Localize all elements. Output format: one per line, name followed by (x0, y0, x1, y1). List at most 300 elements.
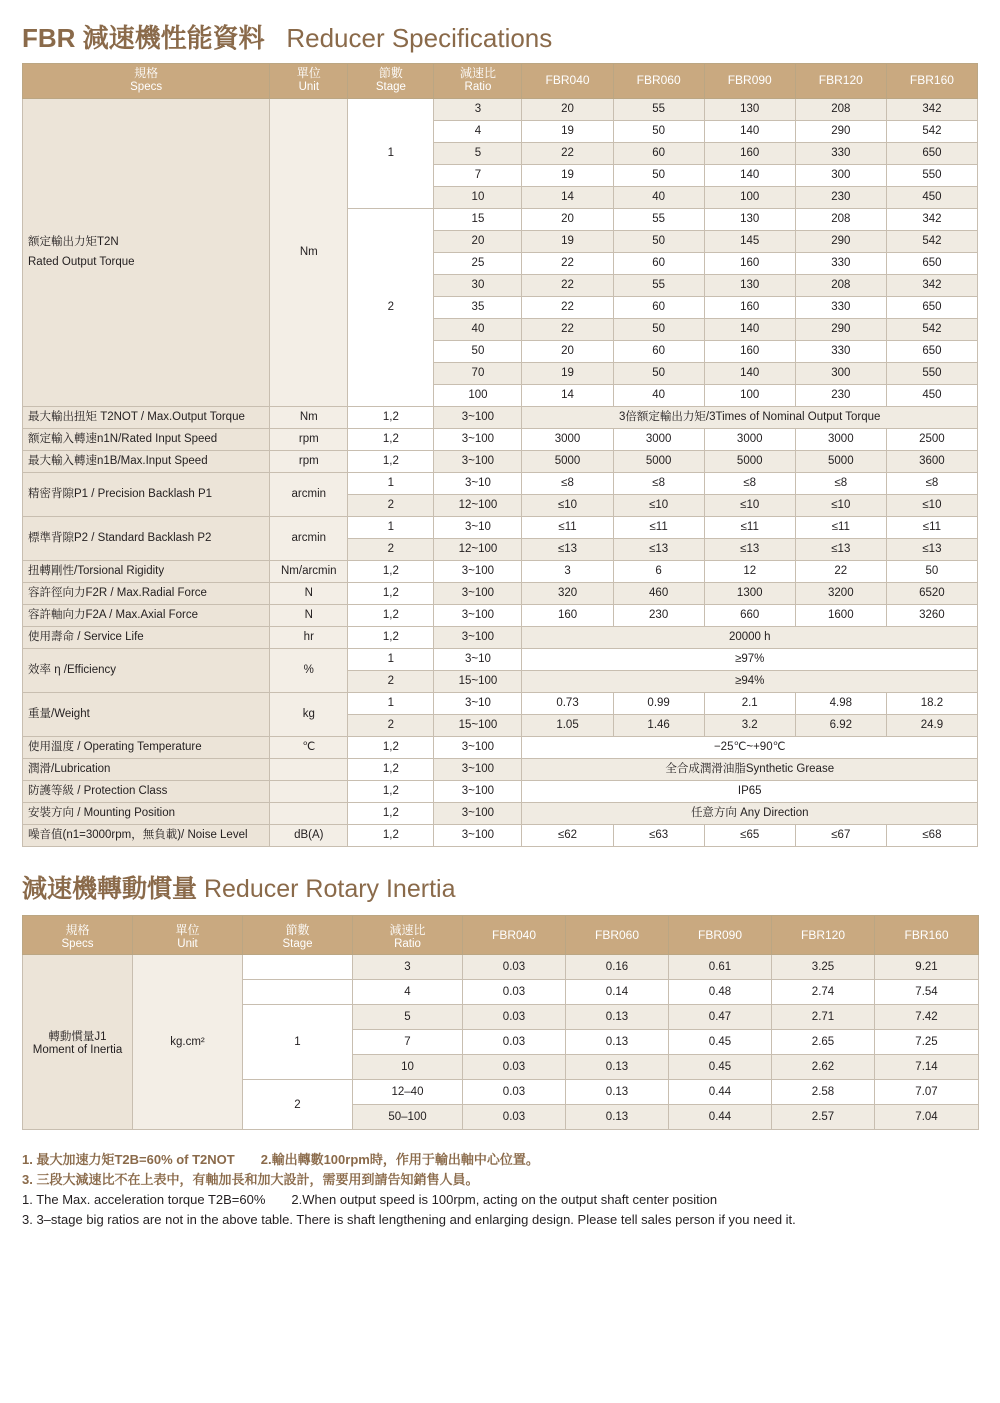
cell-value: 0.13 (566, 1055, 669, 1080)
cell-value: ≤13 (522, 539, 613, 561)
footnote-en-1: 1. The Max. acceleration torque T2B=60% 2.When output speed is 100rpm, acting on the output shaft center position (22, 1192, 718, 1208)
cell-unit (270, 759, 348, 781)
cell-stage: 2 (348, 671, 434, 693)
cell-unit: Nm/arcmin (270, 561, 348, 583)
cell-value: 0.99 (613, 693, 704, 715)
col-model-fbr060: FBR060 (613, 64, 704, 99)
cell-ratio: 12~100 (434, 495, 522, 517)
row-label-efficiency: 效率 η /Efficiency (23, 649, 270, 693)
cell-ratio: 3~10 (434, 473, 522, 495)
cell-value: 19 (522, 121, 613, 143)
cell-merged-value: ≥97% (522, 649, 978, 671)
row-label-weight: 重量/Weight (23, 693, 270, 737)
cell-ratio: 40 (434, 319, 522, 341)
cell-merged-value: ≥94% (522, 671, 978, 693)
cell-stage: 2 (348, 539, 434, 561)
cell-value: ≤10 (613, 495, 704, 517)
cell-value: 0.14 (566, 980, 669, 1005)
cell-value: 140 (704, 121, 795, 143)
col-specs: 規格 Specs (23, 916, 133, 955)
cell-stage: 1,2 (348, 561, 434, 583)
cell-value: ≤10 (522, 495, 613, 517)
col-model-fbr090: FBR090 (669, 916, 772, 955)
cell-value: 6520 (886, 583, 977, 605)
cell-value: 0.45 (669, 1030, 772, 1055)
cell-ratio: 3~100 (434, 781, 522, 803)
cell-value: 7.54 (875, 980, 979, 1005)
table-row (23, 627, 978, 649)
cell-ratio: 4 (434, 121, 522, 143)
cell-ratio: 3~10 (434, 693, 522, 715)
footnotes (22, 1150, 1000, 1231)
row-label-rated-output-torque: 额定輸出力矩T2N Rated Output Torque (23, 99, 270, 407)
section-title-rotary-inertia (0, 847, 1000, 915)
table-row (23, 781, 978, 803)
cell-value: 0.13 (566, 1030, 669, 1055)
cell-ratio: 12~100 (434, 539, 522, 561)
cell-value: 0.45 (669, 1055, 772, 1080)
cell-value: ≤10 (704, 495, 795, 517)
cell-value: 5000 (704, 451, 795, 473)
col-stage: 節數 Stage (243, 916, 353, 955)
col-ratio: 減速比 Ratio (353, 916, 463, 955)
cell-stage: 1,2 (348, 825, 434, 847)
cell-value: 650 (886, 297, 977, 319)
cell-value: 0.03 (463, 1030, 566, 1055)
page-title (0, 0, 1000, 63)
cell-value: 330 (795, 253, 886, 275)
cell-value: 0.44 (669, 1105, 772, 1130)
cell-value: 0.13 (566, 1105, 669, 1130)
cell-stage: 2 (348, 495, 434, 517)
cell-value: 230 (613, 605, 704, 627)
cell-ratio: 3~100 (434, 429, 522, 451)
cell-value: 19 (522, 363, 613, 385)
cell-ratio: 10 (434, 187, 522, 209)
cell-value: 460 (613, 583, 704, 605)
cell-value: 550 (886, 363, 977, 385)
cell-ratio: 3~100 (434, 627, 522, 649)
col-model-fbr160: FBR160 (875, 916, 979, 955)
cell-value: 19 (522, 231, 613, 253)
row-label-max-input-speed: 最大輸入轉速n1B/Max.Input Speed (23, 451, 270, 473)
cell-value: 2.1 (704, 693, 795, 715)
cell-value: 160 (704, 341, 795, 363)
cell-value: 450 (886, 187, 977, 209)
cell-value: 330 (795, 341, 886, 363)
cell-value: 130 (704, 99, 795, 121)
table-row (23, 693, 978, 715)
cell-ratio: 3~100 (434, 737, 522, 759)
cell-ratio: 5 (353, 1005, 463, 1030)
cell-unit: kg.cm² (133, 955, 243, 1130)
col-model-fbr120: FBR120 (795, 64, 886, 99)
footnote-en-2: 3. 3–stage big ratios are not in the above table. There is shaft lengthening and enlarging design. Please tell sales person if you need it. (22, 1212, 796, 1228)
cell-ratio: 50 (434, 341, 522, 363)
cell-value: 22 (522, 275, 613, 297)
cell-value: 230 (795, 385, 886, 407)
col-model-fbr060: FBR060 (566, 916, 669, 955)
col-unit: 單位 Unit (270, 64, 348, 99)
row-label-torsional-rigidity: 扭轉剛性/Torsional Rigidity (23, 561, 270, 583)
cell-value: ≤11 (795, 517, 886, 539)
cell-ratio: 3~10 (434, 517, 522, 539)
row-label-precision-backlash-p1: 精密背隙P1 / Precision Backlash P1 (23, 473, 270, 517)
cell-ratio: 4 (353, 980, 463, 1005)
cell-value: 542 (886, 121, 977, 143)
cell-value: 145 (704, 231, 795, 253)
cell-stage: 1,2 (348, 605, 434, 627)
cell-value: 22 (522, 253, 613, 275)
table-row (23, 605, 978, 627)
cell-value: ≤11 (522, 517, 613, 539)
cell-value: 3000 (704, 429, 795, 451)
cell-value: 60 (613, 143, 704, 165)
cell-value: 0.47 (669, 1005, 772, 1030)
cell-ratio: 5 (434, 143, 522, 165)
cell-value: 2.74 (772, 980, 875, 1005)
cell-stage: 1,2 (348, 429, 434, 451)
cell-value: 3000 (613, 429, 704, 451)
cell-value: 2.58 (772, 1080, 875, 1105)
cell-value: 342 (886, 209, 977, 231)
cell-value: 208 (795, 209, 886, 231)
table-row (23, 649, 978, 671)
cell-value: 6.92 (795, 715, 886, 737)
cell-merged-value: 3倍额定輸出力矩/3Times of Nominal Output Torque (522, 407, 978, 429)
cell-value: 660 (704, 605, 795, 627)
cell-stage: 1,2 (348, 407, 434, 429)
row-label-max-radial-force: 容許徑向力F2R / Max.Radial Force (23, 583, 270, 605)
footnote-cn-2: 3. 三段大減速比不在上表中，有軸加長和加大設計，需要用到請告知銷售人員。 (22, 1172, 479, 1188)
cell-ratio: 7 (434, 165, 522, 187)
cell-ratio: 3~100 (434, 407, 522, 429)
cell-value: 130 (704, 275, 795, 297)
cell-ratio: 35 (434, 297, 522, 319)
cell-ratio: 3~100 (434, 825, 522, 847)
table-row (23, 759, 978, 781)
cell-value: 0.61 (669, 955, 772, 980)
table-row (23, 583, 978, 605)
table-header-row (23, 916, 979, 955)
col-model-fbr160: FBR160 (886, 64, 977, 99)
cell-value: 22 (522, 319, 613, 341)
cell-value: 342 (886, 99, 977, 121)
cell-value: ≤11 (886, 517, 977, 539)
cell-value: 4.98 (795, 693, 886, 715)
cell-stage-1: 1 (348, 99, 434, 209)
cell-value: 208 (795, 275, 886, 297)
table-row (23, 825, 978, 847)
cell-value: 22 (795, 561, 886, 583)
cell-ratio: 3~100 (434, 451, 522, 473)
cell-value: 20 (522, 209, 613, 231)
table-row (23, 99, 978, 121)
table-header-row (23, 64, 978, 99)
cell-unit: arcmin (270, 473, 348, 517)
cell-value: 2.71 (772, 1005, 875, 1030)
table-row (23, 803, 978, 825)
cell-value: 160 (704, 143, 795, 165)
cell-value: 300 (795, 363, 886, 385)
cell-unit: N (270, 583, 348, 605)
row-label-max-axial-force: 容許軸向力F2A / Max.Axial Force (23, 605, 270, 627)
cell-value: 20 (522, 99, 613, 121)
cell-ratio: 3~100 (434, 561, 522, 583)
cell-ratio: 3~100 (434, 583, 522, 605)
table-row (23, 473, 978, 495)
cell-unit: Nm (270, 99, 348, 407)
cell-value: 140 (704, 319, 795, 341)
cell-value: 7.25 (875, 1030, 979, 1055)
cell-value: 342 (886, 275, 977, 297)
row-label-operating-temperature: 使用溫度 / Operating Temperature (23, 737, 270, 759)
cell-value: 140 (704, 165, 795, 187)
cell-stage-2: 2 (348, 209, 434, 407)
cell-value: ≤67 (795, 825, 886, 847)
cell-stage (243, 955, 353, 980)
table-row (23, 737, 978, 759)
cell-value: 7.14 (875, 1055, 979, 1080)
cell-value: 0.13 (566, 1080, 669, 1105)
cell-value: 320 (522, 583, 613, 605)
cell-value: 3000 (522, 429, 613, 451)
cell-value: 0.48 (669, 980, 772, 1005)
cell-value: 7.04 (875, 1105, 979, 1130)
cell-ratio: 3~10 (434, 649, 522, 671)
row-label-service-life: 使用壽命 / Service Life (23, 627, 270, 649)
row-label-mounting-position: 安裝方向 / Mounting Position (23, 803, 270, 825)
table-row (23, 429, 978, 451)
cell-value: 14 (522, 385, 613, 407)
cell-ratio: 3 (353, 955, 463, 980)
cell-ratio: 3~100 (434, 605, 522, 627)
cell-value: 7.07 (875, 1080, 979, 1105)
cell-merged-value: 全合成潤滑油脂Synthetic Grease (522, 759, 978, 781)
col-model-fbr040: FBR040 (522, 64, 613, 99)
row-label-rated-input-speed: 额定輸入轉速n1N/Rated Input Speed (23, 429, 270, 451)
cell-value: 160 (522, 605, 613, 627)
cell-merged-value: 20000 h (522, 627, 978, 649)
row-label-protection-class: 防護等級 / Protection Class (23, 781, 270, 803)
cell-value: 650 (886, 253, 977, 275)
cell-unit: N (270, 605, 348, 627)
cell-value: 50 (613, 363, 704, 385)
cell-value: 5000 (522, 451, 613, 473)
cell-ratio: 100 (434, 385, 522, 407)
cell-value: 14 (522, 187, 613, 209)
row-label-lubrication: 潤滑/Lubrication (23, 759, 270, 781)
section-title-cn: 減速機轉動慣量 (22, 875, 198, 903)
cell-ratio: 12–40 (353, 1080, 463, 1105)
cell-value: 542 (886, 231, 977, 253)
cell-value: 230 (795, 187, 886, 209)
col-model-fbr090: FBR090 (704, 64, 795, 99)
col-model-fbr120: FBR120 (772, 916, 875, 955)
cell-value: ≤13 (886, 539, 977, 561)
cell-value: ≤8 (795, 473, 886, 495)
cell-merged-value: IP65 (522, 781, 978, 803)
cell-value: 0.03 (463, 1105, 566, 1130)
cell-ratio: 15 (434, 209, 522, 231)
cell-value: 50 (613, 165, 704, 187)
cell-value: 650 (886, 341, 977, 363)
cell-value: 160 (704, 297, 795, 319)
cell-stage (243, 980, 353, 1005)
cell-value: 208 (795, 99, 886, 121)
page-title-en: Reducer Specifications (286, 23, 553, 53)
cell-value: 60 (613, 341, 704, 363)
cell-merged-value: −25℃~+90℃ (522, 737, 978, 759)
cell-ratio: 7 (353, 1030, 463, 1055)
row-label-max-output-torque: 最大輸出扭矩 T2NOT / Max.Output Torque (23, 407, 270, 429)
cell-value: 50 (613, 231, 704, 253)
cell-value: 3.25 (772, 955, 875, 980)
footnote-cn-1: 1. 最大加速力矩T2B=60% of T2NOT 2.輸出轉數100rpm時，作用于輸出軸中心位置。 (22, 1152, 539, 1167)
cell-value: ≤10 (886, 495, 977, 517)
cell-ratio: 30 (434, 275, 522, 297)
cell-value: 19 (522, 165, 613, 187)
cell-value: ≤8 (522, 473, 613, 495)
cell-value: ≤13 (704, 539, 795, 561)
cell-value: 1.05 (522, 715, 613, 737)
cell-value: 100 (704, 187, 795, 209)
cell-value: 130 (704, 209, 795, 231)
table-row (23, 561, 978, 583)
cell-value: 1.46 (613, 715, 704, 737)
cell-value: ≤11 (704, 517, 795, 539)
cell-unit: % (270, 649, 348, 693)
cell-value: 2.62 (772, 1055, 875, 1080)
cell-value: ≤8 (613, 473, 704, 495)
cell-value: ≤13 (795, 539, 886, 561)
cell-value: 450 (886, 385, 977, 407)
cell-value: ≤62 (522, 825, 613, 847)
cell-value: 0.03 (463, 1005, 566, 1030)
cell-value: ≤8 (886, 473, 977, 495)
cell-value: 55 (613, 99, 704, 121)
cell-stage: 1,2 (348, 627, 434, 649)
section-title-en: Reducer Rotary Inertia (203, 875, 456, 903)
cell-unit (270, 781, 348, 803)
cell-stage-2: 2 (243, 1080, 353, 1130)
cell-value: 18.2 (886, 693, 977, 715)
cell-value: 0.03 (463, 1080, 566, 1105)
cell-ratio: 3~100 (434, 803, 522, 825)
cell-value: ≤10 (795, 495, 886, 517)
rotary-inertia-table (22, 915, 979, 1130)
cell-value: 0.03 (463, 980, 566, 1005)
cell-value: 40 (613, 385, 704, 407)
cell-stage: 2 (348, 715, 434, 737)
cell-value: 1600 (795, 605, 886, 627)
cell-value: 1300 (704, 583, 795, 605)
cell-unit: rpm (270, 451, 348, 473)
cell-value: 0.73 (522, 693, 613, 715)
cell-value: 0.03 (463, 1055, 566, 1080)
cell-value: 50 (613, 319, 704, 341)
cell-unit (270, 803, 348, 825)
cell-unit: arcmin (270, 517, 348, 561)
cell-unit: hr (270, 627, 348, 649)
col-ratio: 減速比 Ratio (434, 64, 522, 99)
cell-value: 140 (704, 363, 795, 385)
cell-value: 330 (795, 297, 886, 319)
cell-ratio: 25 (434, 253, 522, 275)
cell-value: 5000 (613, 451, 704, 473)
cell-unit: Nm (270, 407, 348, 429)
cell-value: 0.44 (669, 1080, 772, 1105)
col-unit: 單位 Unit (133, 916, 243, 955)
cell-value: 300 (795, 165, 886, 187)
table-row (23, 407, 978, 429)
cell-value: 3 (522, 561, 613, 583)
cell-ratio: 15~100 (434, 671, 522, 693)
cell-unit: rpm (270, 429, 348, 451)
cell-value: 12 (704, 561, 795, 583)
cell-value: ≤68 (886, 825, 977, 847)
cell-value: 3260 (886, 605, 977, 627)
col-stage: 節數 Stage (348, 64, 434, 99)
cell-value: ≤8 (704, 473, 795, 495)
cell-value: 290 (795, 121, 886, 143)
col-model-fbr040: FBR040 (463, 916, 566, 955)
page-title-cn: FBR 減速機性能資料 (22, 23, 265, 53)
cell-value: 290 (795, 231, 886, 253)
cell-stage: 1,2 (348, 583, 434, 605)
cell-value: 40 (613, 187, 704, 209)
cell-value: 290 (795, 319, 886, 341)
cell-value: 100 (704, 385, 795, 407)
cell-value: 50 (886, 561, 977, 583)
cell-value: 3.2 (704, 715, 795, 737)
cell-merged-value: 任意方向 Any Direction (522, 803, 978, 825)
cell-value: 7.42 (875, 1005, 979, 1030)
row-label-standard-backlash-p2: 標準背隙P2 / Standard Backlash P2 (23, 517, 270, 561)
cell-value: 55 (613, 209, 704, 231)
table-row (23, 451, 978, 473)
cell-value: 2.57 (772, 1105, 875, 1130)
cell-stage-1: 1 (243, 1005, 353, 1080)
cell-value: 3600 (886, 451, 977, 473)
cell-value: 0.16 (566, 955, 669, 980)
row-label-noise-level: 噪音值(n1=3000rpm，無負載)/ Noise Level (23, 825, 270, 847)
cell-value: 330 (795, 143, 886, 165)
cell-stage: 1,2 (348, 803, 434, 825)
cell-value: 50 (613, 121, 704, 143)
cell-value: ≤63 (613, 825, 704, 847)
cell-unit: ℃ (270, 737, 348, 759)
cell-value: 22 (522, 143, 613, 165)
cell-value: 650 (886, 143, 977, 165)
cell-stage: 1,2 (348, 737, 434, 759)
cell-stage: 1,2 (348, 781, 434, 803)
cell-ratio: 70 (434, 363, 522, 385)
cell-value: 24.9 (886, 715, 977, 737)
specifications-table (22, 63, 978, 847)
cell-unit: dB(A) (270, 825, 348, 847)
cell-value: ≤13 (613, 539, 704, 561)
cell-ratio: 3~100 (434, 759, 522, 781)
cell-stage: 1 (348, 649, 434, 671)
cell-value: 20 (522, 341, 613, 363)
cell-value: 542 (886, 319, 977, 341)
cell-value: ≤11 (613, 517, 704, 539)
cell-value: 160 (704, 253, 795, 275)
cell-value: 0.03 (463, 955, 566, 980)
table-row (23, 517, 978, 539)
cell-stage: 1,2 (348, 759, 434, 781)
